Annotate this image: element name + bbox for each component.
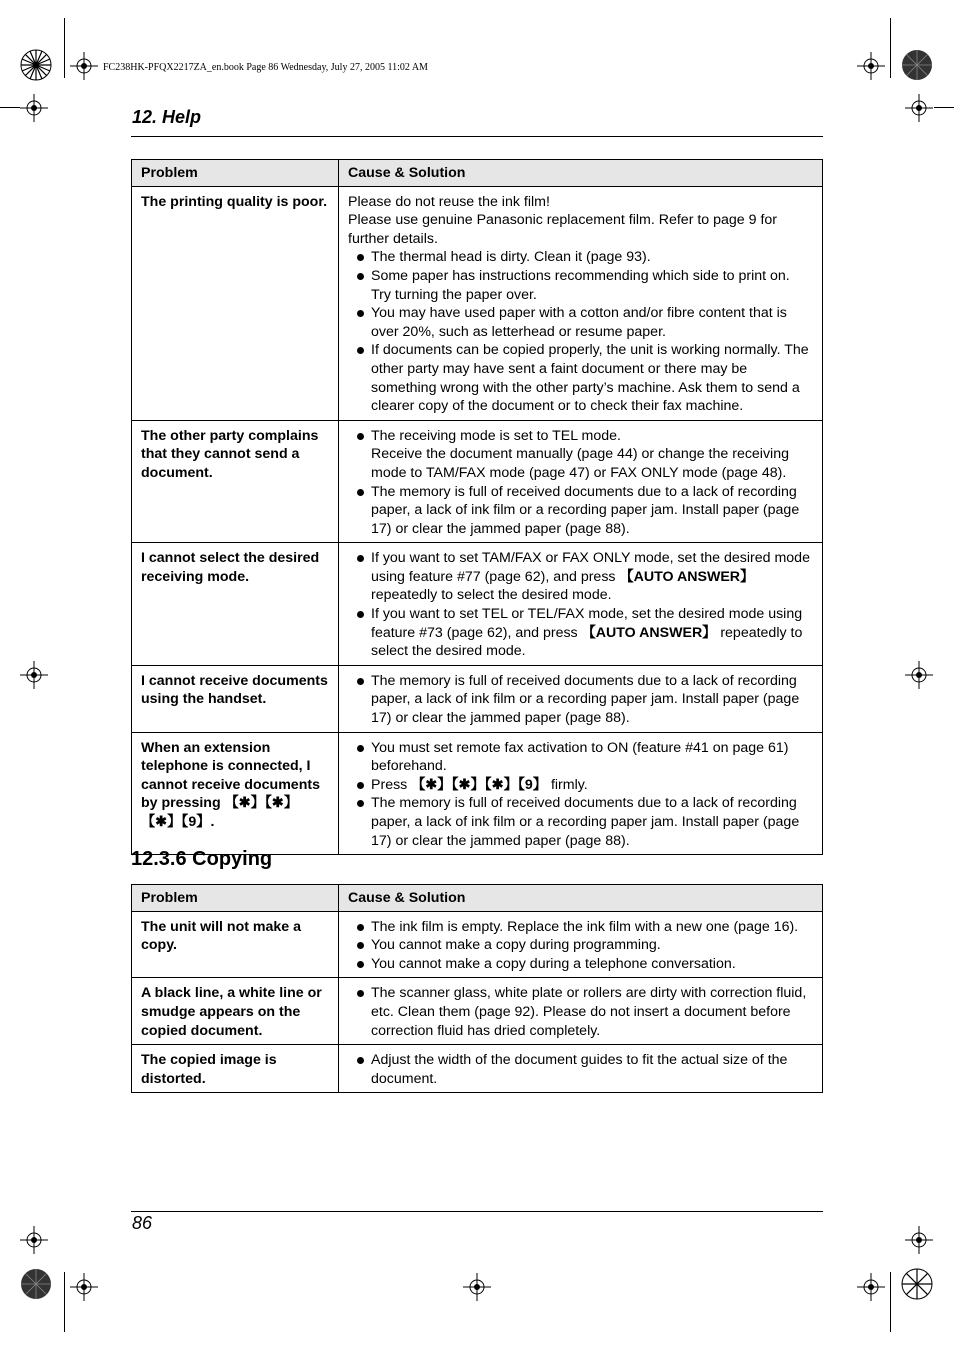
crosshair-mark-icon	[857, 52, 885, 80]
crosshair-mark-icon	[905, 661, 933, 689]
table-row	[132, 420, 823, 543]
table-row	[132, 543, 823, 666]
header-rule	[131, 136, 823, 137]
crop-mark	[890, 1272, 891, 1332]
key-label: 【✱】	[264, 795, 299, 812]
solution-bullet: The ink film is empty. Replace the ink film with a new one (page 16).	[348, 918, 813, 937]
problem-cell: The unit will not make a copy.	[132, 911, 339, 978]
problem-cell: I cannot select the desired receiving mode.	[132, 543, 339, 666]
crop-mark	[934, 107, 954, 108]
crop-mark	[64, 1272, 65, 1332]
table-body	[132, 186, 823, 855]
table-row	[132, 732, 823, 855]
solution-bullet: You cannot make a copy during programming.	[348, 936, 813, 955]
registration-wheel-icon	[899, 47, 935, 83]
table-header-row	[132, 885, 823, 912]
problem-cell: When an extension telephone is connected, I cannot receive documents by pressing 【✱】【✱】【✱】【9】.	[132, 732, 339, 855]
solution-bullet: You cannot make a copy during a telephone conversation.	[348, 955, 813, 974]
crosshair-mark-icon	[905, 1226, 933, 1254]
solution-bullet: Adjust the width of the document guides to fit the actual size of the document.	[348, 1051, 813, 1088]
registration-wheel-icon	[899, 1266, 935, 1302]
crosshair-mark-icon	[20, 94, 48, 122]
registration-wheel-icon	[18, 47, 54, 83]
page-number: 86	[132, 1213, 153, 1233]
problem-cell: The printing quality is poor.	[132, 186, 339, 420]
key-label: 【✱】	[451, 776, 485, 793]
section-title: 12. Help	[132, 107, 202, 127]
table-row	[132, 665, 823, 732]
crosshair-mark-icon	[905, 94, 933, 122]
crosshair-mark-icon	[857, 1273, 885, 1301]
key-label: 【✱】	[141, 814, 182, 830]
table-row	[132, 911, 823, 978]
solution-intro-text: Please do not reuse the ink film!	[348, 193, 550, 210]
solution-bullet: You may have used paper with a cotton and/or fibre content that is over 20%, such as letterhead or resume paper.	[348, 304, 813, 341]
key-label: 【✱】	[224, 795, 265, 812]
crosshair-mark-icon	[20, 1226, 48, 1254]
solution-cell	[339, 978, 823, 1045]
problem-column-header: Problem	[132, 885, 339, 912]
solution-bullet: Press 【✱】【✱】【✱】【9】 firmly.	[348, 776, 813, 795]
solution-bullet: You must set remote fax activation to ON (feature #41 on page 61) beforehand.	[348, 739, 813, 776]
table-row	[132, 1045, 823, 1093]
solution-bullet: If you want to set TAM/FAX or FAX ONLY mode, set the desired mode using feature #77 (page 62), and press 【AUTO ANSWER】 repeatedly to select the desired mode.	[348, 549, 813, 605]
solution-bullet: Some paper has instructions recommending which side to print on. Try turning the paper over.	[348, 267, 813, 304]
crosshair-mark-icon	[70, 52, 98, 80]
print-header: FC238HK-PFQX2217ZA_en.book Page 86 Wednesday, July 27, 2005 11:02 AM	[103, 62, 428, 73]
crosshair-mark-icon	[463, 1273, 491, 1301]
key-label: 【✱】	[411, 776, 452, 793]
troubleshooting-table-copying	[131, 884, 823, 1093]
solution-cell	[339, 911, 823, 978]
solution-bullet: The thermal head is dirty. Clean it (page 93).	[348, 248, 813, 267]
key-label: 【9】	[517, 776, 547, 793]
problem-cell: A black line, a white line or smudge appears on the copied document.	[132, 978, 339, 1045]
crop-mark	[64, 18, 65, 78]
problem-cell: I cannot receive documents using the handset.	[132, 665, 339, 732]
table-header-row	[132, 160, 823, 187]
problem-cell: The other party complains that they cannot send a document.	[132, 420, 339, 543]
table-body	[132, 911, 823, 1093]
solution-column-header: Cause & Solution	[339, 160, 823, 187]
solution-cell	[339, 186, 823, 420]
crop-mark	[0, 107, 20, 108]
solution-intro-text: Please use genuine Panasonic replacement film. Refer to page 9 for further details.	[348, 212, 778, 247]
solution-bullet: The memory is full of received documents due to a lack of recording paper, a lack of ink film or a recording paper jam. Install paper (page 17) or clear the jammed paper (page 88).	[348, 483, 813, 539]
solution-bullet: The memory is full of received documents due to a lack of recording paper, a lack of ink film or a recording paper jam. Install paper (page 17) or clear the jammed paper (page 88).	[348, 794, 813, 850]
solution-cell	[339, 665, 823, 732]
crop-mark	[890, 18, 891, 78]
crosshair-mark-icon	[20, 661, 48, 689]
footer-rule	[131, 1211, 823, 1212]
problem-cell: The copied image is distorted.	[132, 1045, 339, 1093]
key-label: 【AUTO ANSWER】	[581, 624, 717, 641]
subsection-title: 12.3.6 Copying	[131, 848, 273, 870]
registration-wheel-icon	[18, 1266, 54, 1302]
table-row	[132, 978, 823, 1045]
key-label: 【✱】	[484, 776, 518, 793]
key-label: 【9】	[181, 814, 211, 830]
solution-bullet: The receiving mode is set to TEL mode. Receive the document manually (page 44) or change the receiving mode to TAM/FAX mode (page 47) or FAX ONLY mode (page 48).	[348, 427, 813, 483]
problem-column-header: Problem	[132, 160, 339, 187]
troubleshooting-table-receiving	[131, 159, 823, 855]
solution-cell	[339, 420, 823, 543]
solution-column-header: Cause & Solution	[339, 885, 823, 912]
solution-bullet: The memory is full of received documents due to a lack of recording paper, a lack of ink film or a recording paper jam. Install paper (page 17) or clear the jammed paper (page 88).	[348, 672, 813, 728]
key-label: 【AUTO ANSWER】	[619, 568, 755, 585]
solution-bullet: The scanner glass, white plate or rollers are dirty with correction fluid, etc. Clean them (page 92). Please do not insert a document before correction fluid has dried completely.	[348, 984, 813, 1040]
solution-cell	[339, 1045, 823, 1093]
solution-bullet: If documents can be copied properly, the unit is working normally. The other party may have sent a faint document or there may be something wrong with the other party’s machine. Ask them to send a clearer copy of the document or to check their fax machine.	[348, 341, 813, 415]
solution-cell	[339, 732, 823, 855]
solution-cell	[339, 543, 823, 666]
table-row	[132, 186, 823, 420]
solution-bullet: If you want to set TEL or TEL/FAX mode, set the desired mode using feature #73 (page 62), and press 【AUTO ANSWER】 repeatedly to select the desired mode.	[348, 605, 813, 661]
crosshair-mark-icon	[70, 1273, 98, 1301]
